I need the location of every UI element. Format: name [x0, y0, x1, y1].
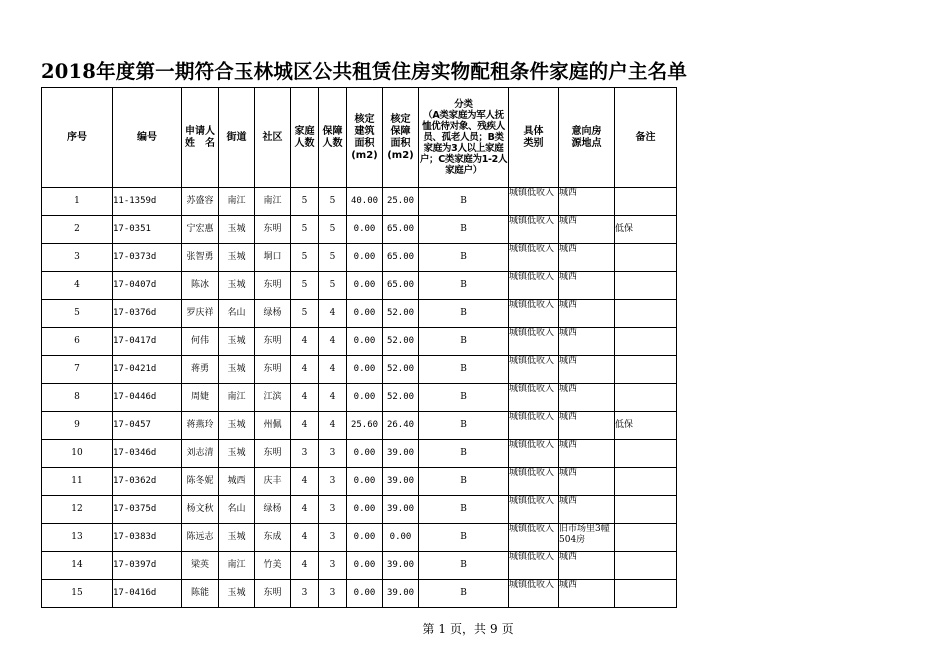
table-row [42, 440, 677, 468]
table-row [42, 468, 677, 496]
cell-build-area: 0.00 [347, 244, 383, 272]
cell-intended-location: 旧市场里3幢504房 [559, 524, 615, 552]
cell-street: 玉城 [219, 440, 255, 468]
cell-seq: 10 [42, 440, 113, 468]
cell-build-area: 0.00 [347, 300, 383, 328]
cell-specific-type: 城镇低收入 [509, 300, 559, 328]
cell-guarantee-count: 5 [319, 188, 347, 216]
cell-remarks [615, 188, 677, 216]
cell-street: 玉城 [219, 524, 255, 552]
header-remarks: 备注 [615, 88, 677, 188]
cell-guarantee-count: 3 [319, 496, 347, 524]
cell-build-area: 40.00 [347, 188, 383, 216]
footer-suffix: 页 [501, 622, 514, 636]
cell-guarantee-area: 65.00 [383, 216, 419, 244]
cell-family-count: 5 [291, 216, 319, 244]
cell-category: B [419, 188, 509, 216]
cell-specific-type: 城镇低收入 [509, 524, 559, 552]
table-body [42, 188, 677, 608]
cell-community: 竹美 [255, 552, 291, 580]
header-approved-guarantee-area: 核定 保障 面积 (m2) [383, 88, 419, 188]
cell-remarks [615, 244, 677, 272]
table-row [42, 328, 677, 356]
cell-family-count: 4 [291, 496, 319, 524]
cell-guarantee-area: 52.00 [383, 356, 419, 384]
cell-community: 江滨 [255, 384, 291, 412]
cell-remarks [615, 552, 677, 580]
cell-name: 蒋燕玲 [182, 412, 219, 440]
cell-specific-type: 城镇低收入 [509, 412, 559, 440]
cell-category: B [419, 524, 509, 552]
header-street: 街道 [219, 88, 255, 188]
cell-code: 17-0362d [113, 468, 182, 496]
footer-total-pages: 9 [490, 622, 498, 636]
cell-family-count: 5 [291, 188, 319, 216]
cell-intended-location: 城西 [559, 580, 615, 608]
footer-mid: 页，共 [449, 622, 486, 636]
cell-family-count: 4 [291, 384, 319, 412]
page-title: 2018年度第一期符合玉林城区公共租赁住房实物配租条件家庭的户主名单 [41, 60, 688, 83]
table-row [42, 300, 677, 328]
cell-build-area: 0.00 [347, 384, 383, 412]
cell-guarantee-area: 39.00 [383, 496, 419, 524]
cell-seq: 8 [42, 384, 113, 412]
cell-guarantee-count: 3 [319, 468, 347, 496]
cell-specific-type: 城镇低收入 [509, 496, 559, 524]
table-row [42, 412, 677, 440]
cell-specific-type: 城镇低收入 [509, 356, 559, 384]
cell-seq: 7 [42, 356, 113, 384]
cell-seq: 6 [42, 328, 113, 356]
cell-remarks [615, 328, 677, 356]
cell-guarantee-area: 52.00 [383, 328, 419, 356]
cell-family-count: 4 [291, 524, 319, 552]
cell-intended-location: 城西 [559, 496, 615, 524]
cell-community: 东成 [255, 524, 291, 552]
cell-remarks [615, 580, 677, 608]
cell-community: 东明 [255, 440, 291, 468]
cell-name: 陈远志 [182, 524, 219, 552]
cell-build-area: 0.00 [347, 552, 383, 580]
cell-build-area: 0.00 [347, 524, 383, 552]
cell-category: B [419, 384, 509, 412]
cell-intended-location: 城西 [559, 188, 615, 216]
cell-guarantee-area: 0.00 [383, 524, 419, 552]
cell-guarantee-area: 52.00 [383, 384, 419, 412]
cell-community: 东明 [255, 216, 291, 244]
cell-category: B [419, 496, 509, 524]
cell-guarantee-area: 65.00 [383, 244, 419, 272]
cell-seq: 2 [42, 216, 113, 244]
cell-family-count: 3 [291, 580, 319, 608]
cell-street: 南江 [219, 188, 255, 216]
cell-build-area: 0.00 [347, 216, 383, 244]
cell-street: 玉城 [219, 216, 255, 244]
cell-community: 庆丰 [255, 468, 291, 496]
cell-name: 宁宏惠 [182, 216, 219, 244]
cell-street: 玉城 [219, 412, 255, 440]
cell-category: B [419, 300, 509, 328]
cell-name: 罗庆祥 [182, 300, 219, 328]
cell-intended-location: 城西 [559, 244, 615, 272]
cell-guarantee-area: 39.00 [383, 552, 419, 580]
table-row [42, 384, 677, 412]
cell-street: 南江 [219, 384, 255, 412]
cell-street: 玉城 [219, 244, 255, 272]
cell-street: 城西 [219, 468, 255, 496]
header-applicant: 申请人 姓 名 [182, 88, 219, 188]
cell-guarantee-area: 65.00 [383, 272, 419, 300]
table-row [42, 552, 677, 580]
cell-community: 东明 [255, 580, 291, 608]
cell-category: B [419, 552, 509, 580]
cell-specific-type: 城镇低收入 [509, 244, 559, 272]
cell-guarantee-count: 5 [319, 244, 347, 272]
cell-build-area: 0.00 [347, 328, 383, 356]
cell-community: 东明 [255, 272, 291, 300]
cell-remarks [615, 496, 677, 524]
cell-code: 17-0376d [113, 300, 182, 328]
cell-intended-location: 城西 [559, 384, 615, 412]
cell-specific-type: 城镇低收入 [509, 580, 559, 608]
cell-name: 苏盛容 [182, 188, 219, 216]
header-category: 分类 （A类家庭为军人抚恤优待对象、残疾人员、孤老人员；B类家庭为3人以上家庭户；C类家庭为1-2人家庭户） [419, 88, 509, 188]
cell-name: 何伟 [182, 328, 219, 356]
footer-prefix: 第 [422, 622, 435, 636]
cell-remarks [615, 384, 677, 412]
cell-category: B [419, 468, 509, 496]
header-seq: 序号 [42, 88, 113, 188]
cell-specific-type: 城镇低收入 [509, 328, 559, 356]
table-row [42, 216, 677, 244]
cell-family-count: 5 [291, 300, 319, 328]
cell-code: 17-0346d [113, 440, 182, 468]
cell-specific-type: 城镇低收入 [509, 440, 559, 468]
cell-intended-location: 城西 [559, 412, 615, 440]
cell-name: 陈冬妮 [182, 468, 219, 496]
cell-code: 17-0421d [113, 356, 182, 384]
cell-name: 陈能 [182, 580, 219, 608]
cell-seq: 13 [42, 524, 113, 552]
cell-code: 17-0407d [113, 272, 182, 300]
cell-street: 名山 [219, 300, 255, 328]
cell-family-count: 4 [291, 328, 319, 356]
cell-seq: 3 [42, 244, 113, 272]
header-approved-build-area: 核定 建筑 面积 (m2) [347, 88, 383, 188]
cell-guarantee-area: 25.00 [383, 188, 419, 216]
cell-build-area: 0.00 [347, 356, 383, 384]
cell-code: 11-1359d [113, 188, 182, 216]
cell-specific-type: 城镇低收入 [509, 468, 559, 496]
cell-intended-location: 城西 [559, 552, 615, 580]
cell-guarantee-count: 3 [319, 440, 347, 468]
cell-build-area: 0.00 [347, 440, 383, 468]
table-row [42, 188, 677, 216]
cell-seq: 11 [42, 468, 113, 496]
cell-remarks [615, 524, 677, 552]
cell-family-count: 4 [291, 356, 319, 384]
cell-specific-type: 城镇低收入 [509, 384, 559, 412]
cell-guarantee-count: 4 [319, 356, 347, 384]
cell-family-count: 5 [291, 272, 319, 300]
cell-guarantee-count: 4 [319, 300, 347, 328]
cell-guarantee-count: 3 [319, 580, 347, 608]
cell-community: 东明 [255, 328, 291, 356]
cell-guarantee-count: 4 [319, 384, 347, 412]
cell-guarantee-count: 5 [319, 216, 347, 244]
table-row [42, 272, 677, 300]
cell-remarks: 低保 [615, 412, 677, 440]
header-intended-location: 意向房 源地点 [559, 88, 615, 188]
cell-community: 州佩 [255, 412, 291, 440]
cell-guarantee-count: 4 [319, 412, 347, 440]
cell-remarks [615, 468, 677, 496]
cell-code: 17-0446d [113, 384, 182, 412]
cell-street: 玉城 [219, 272, 255, 300]
cell-family-count: 4 [291, 412, 319, 440]
header-family-count: 家庭 人数 [291, 88, 319, 188]
table-row [42, 580, 677, 608]
cell-build-area: 0.00 [347, 580, 383, 608]
cell-family-count: 5 [291, 244, 319, 272]
cell-intended-location: 城西 [559, 468, 615, 496]
table-row [42, 496, 677, 524]
cell-community: 东明 [255, 356, 291, 384]
cell-remarks [615, 356, 677, 384]
cell-code: 17-0373d [113, 244, 182, 272]
cell-street: 玉城 [219, 356, 255, 384]
cell-name: 梁英 [182, 552, 219, 580]
cell-intended-location: 城西 [559, 300, 615, 328]
cell-category: B [419, 440, 509, 468]
header-row [42, 88, 677, 188]
cell-remarks [615, 440, 677, 468]
cell-seq: 14 [42, 552, 113, 580]
cell-street: 名山 [219, 496, 255, 524]
cell-community: 垌口 [255, 244, 291, 272]
cell-name: 刘志清 [182, 440, 219, 468]
cell-guarantee-count: 5 [319, 272, 347, 300]
cell-community: 绿杨 [255, 496, 291, 524]
cell-guarantee-count: 3 [319, 524, 347, 552]
cell-street: 玉城 [219, 328, 255, 356]
cell-seq: 1 [42, 188, 113, 216]
cell-guarantee-area: 52.00 [383, 300, 419, 328]
cell-family-count: 4 [291, 468, 319, 496]
table-row [42, 244, 677, 272]
cell-category: B [419, 580, 509, 608]
cell-guarantee-area: 39.00 [383, 580, 419, 608]
cell-code: 17-0383d [113, 524, 182, 552]
cell-seq: 4 [42, 272, 113, 300]
cell-remarks [615, 300, 677, 328]
cell-code: 17-0397d [113, 552, 182, 580]
cell-specific-type: 城镇低收入 [509, 272, 559, 300]
cell-intended-location: 城西 [559, 328, 615, 356]
cell-code: 17-0417d [113, 328, 182, 356]
page-footer [0, 620, 936, 637]
cell-remarks [615, 272, 677, 300]
cell-code: 17-0375d [113, 496, 182, 524]
cell-guarantee-count: 3 [319, 552, 347, 580]
cell-code: 17-0457 [113, 412, 182, 440]
cell-category: B [419, 272, 509, 300]
applicant-table [41, 87, 677, 608]
cell-guarantee-area: 39.00 [383, 468, 419, 496]
header-guarantee-count: 保障 人数 [319, 88, 347, 188]
header-specific-type: 具体 类别 [509, 88, 559, 188]
cell-build-area: 0.00 [347, 272, 383, 300]
cell-street: 玉城 [219, 580, 255, 608]
cell-guarantee-area: 26.40 [383, 412, 419, 440]
cell-community: 南江 [255, 188, 291, 216]
cell-intended-location: 城西 [559, 356, 615, 384]
cell-name: 杨文秋 [182, 496, 219, 524]
cell-seq: 5 [42, 300, 113, 328]
cell-category: B [419, 356, 509, 384]
cell-seq: 9 [42, 412, 113, 440]
cell-family-count: 3 [291, 440, 319, 468]
cell-intended-location: 城西 [559, 272, 615, 300]
cell-category: B [419, 328, 509, 356]
header-code: 编号 [113, 88, 182, 188]
cell-intended-location: 城西 [559, 216, 615, 244]
table-row [42, 356, 677, 384]
cell-guarantee-count: 4 [319, 328, 347, 356]
cell-street: 南江 [219, 552, 255, 580]
cell-specific-type: 城镇低收入 [509, 552, 559, 580]
cell-seq: 12 [42, 496, 113, 524]
header-community: 社区 [255, 88, 291, 188]
cell-name: 蒋勇 [182, 356, 219, 384]
cell-name: 陈冰 [182, 272, 219, 300]
cell-name: 张智勇 [182, 244, 219, 272]
footer-page-number: 1 [438, 622, 446, 636]
cell-community: 绿杨 [255, 300, 291, 328]
cell-build-area: 0.00 [347, 496, 383, 524]
cell-family-count: 4 [291, 552, 319, 580]
cell-name: 周婕 [182, 384, 219, 412]
cell-guarantee-area: 39.00 [383, 440, 419, 468]
table-row [42, 524, 677, 552]
cell-category: B [419, 412, 509, 440]
cell-category: B [419, 244, 509, 272]
cell-build-area: 25.60 [347, 412, 383, 440]
cell-seq: 15 [42, 580, 113, 608]
cell-build-area: 0.00 [347, 468, 383, 496]
cell-specific-type: 城镇低收入 [509, 216, 559, 244]
cell-code: 17-0416d [113, 580, 182, 608]
cell-intended-location: 城西 [559, 440, 615, 468]
cell-code: 17-0351 [113, 216, 182, 244]
cell-category: B [419, 216, 509, 244]
cell-specific-type: 城镇低收入 [509, 188, 559, 216]
cell-remarks: 低保 [615, 216, 677, 244]
